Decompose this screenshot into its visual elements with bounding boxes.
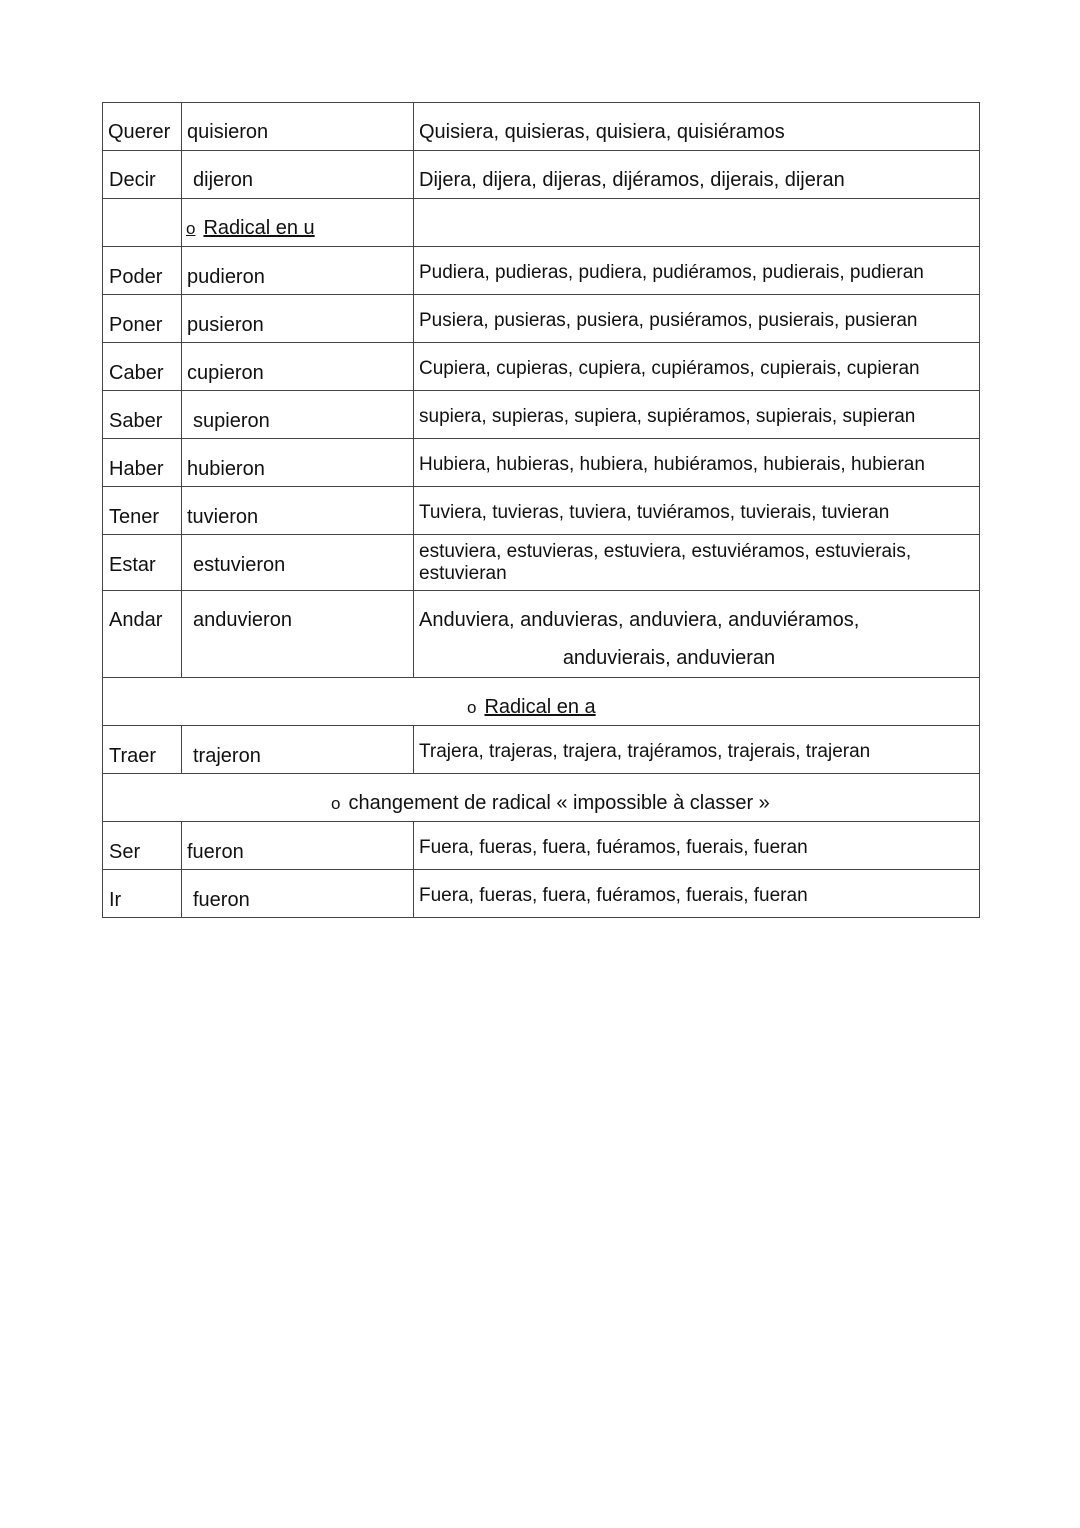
section-heading-radical-u — [182, 199, 414, 247]
table-row — [103, 870, 980, 918]
section-row-radical-a — [103, 678, 980, 726]
verb-cell: Poder — [103, 247, 182, 295]
preterite-cell: hubieron — [182, 439, 414, 487]
table-row — [103, 591, 980, 678]
verb-cell: Haber — [103, 439, 182, 487]
table-row — [103, 439, 980, 487]
preterite-cell: quisieron — [182, 103, 414, 151]
section-label: Radical en u — [203, 217, 315, 239]
subjunctive-cell: Fuera, fueras, fuera, fuéramos, fuerais, fueran — [414, 822, 980, 870]
preterite-cell: trajeron — [182, 726, 414, 774]
section-row-radical-u — [103, 199, 980, 247]
conjugation-table — [102, 102, 980, 918]
table-row — [103, 103, 980, 151]
preterite-cell: dijeron — [182, 151, 414, 199]
section-heading-other — [103, 774, 980, 822]
section-heading-radical-a — [103, 678, 980, 726]
subjunctive-cell: Quisiera, quisieras, quisiera, quisiéramos — [414, 103, 980, 151]
verb-cell: Saber — [103, 391, 182, 439]
verb-cell: Andar — [103, 591, 182, 678]
table-row — [103, 726, 980, 774]
preterite-cell: fueron — [182, 822, 414, 870]
subjunctive-cell: Fuera, fueras, fuera, fuéramos, fuerais, fueran — [414, 870, 980, 918]
preterite-cell: estuvieron — [182, 535, 414, 591]
preterite-cell: tuvieron — [182, 487, 414, 535]
verb-cell: Caber — [103, 343, 182, 391]
section-row-other — [103, 774, 980, 822]
verb-cell: Decir — [103, 151, 182, 199]
preterite-cell: pusieron — [182, 295, 414, 343]
subjunctive-cell: supiera, supieras, supiera, supiéramos, supierais, supieran — [414, 391, 980, 439]
preterite-cell: anduvieron — [182, 591, 414, 678]
preterite-cell: pudieron — [182, 247, 414, 295]
subjunctive-cell: Dijera, dijera, dijeras, dijéramos, dijerais, dijeran — [414, 151, 980, 199]
preterite-cell: fueron — [182, 870, 414, 918]
subjunctive-cell: Hubiera, hubieras, hubiera, hubiéramos, hubierais, hubieran — [414, 439, 980, 487]
subjunctive-cell — [414, 591, 980, 678]
verb-cell: Estar — [103, 535, 182, 591]
table-row — [103, 151, 980, 199]
subjunctive-cell: estuviera, estuvieras, estuviera, estuviéramos, estuvierais, estuvieran — [414, 535, 980, 591]
subjunctive-cell: Cupiera, cupieras, cupiera, cupiéramos, cupierais, cupieran — [414, 343, 980, 391]
table-row — [103, 822, 980, 870]
subjunctive-cell: Tuviera, tuvieras, tuviera, tuviéramos, tuvierais, tuvieran — [414, 487, 980, 535]
section-label: Radical en a — [484, 696, 596, 718]
verb-cell: Traer — [103, 726, 182, 774]
table-row — [103, 391, 980, 439]
preterite-cell: cupieron — [182, 343, 414, 391]
subjunctive-line: Anduviera, anduvieras, anduviera, anduviéramos, — [419, 609, 860, 631]
preterite-cell: supieron — [182, 391, 414, 439]
empty-cell — [414, 199, 980, 247]
table-row — [103, 487, 980, 535]
table-row — [103, 535, 980, 591]
table-row — [103, 247, 980, 295]
table-row — [103, 295, 980, 343]
verb-cell: Querer — [103, 103, 182, 151]
empty-cell — [103, 199, 182, 247]
subjunctive-line: anduvierais, anduvieran — [562, 647, 776, 669]
bullet-icon: o — [331, 794, 341, 813]
verb-cell: Ser — [103, 822, 182, 870]
verb-cell: Poner — [103, 295, 182, 343]
subjunctive-cell: Trajera, trajeras, trajera, trajéramos, trajerais, trajeran — [414, 726, 980, 774]
subjunctive-cell: Pusiera, pusieras, pusiera, pusiéramos, pusierais, pusieran — [414, 295, 980, 343]
bullet-icon: o — [186, 219, 196, 238]
section-label: changement de radical « impossible à classer » — [348, 792, 770, 814]
verb-cell: Ir — [103, 870, 182, 918]
verb-cell: Tener — [103, 487, 182, 535]
subjunctive-cell: Pudiera, pudieras, pudiera, pudiéramos, pudierais, pudieran — [414, 247, 980, 295]
bullet-icon: o — [467, 698, 477, 717]
table-row — [103, 343, 980, 391]
